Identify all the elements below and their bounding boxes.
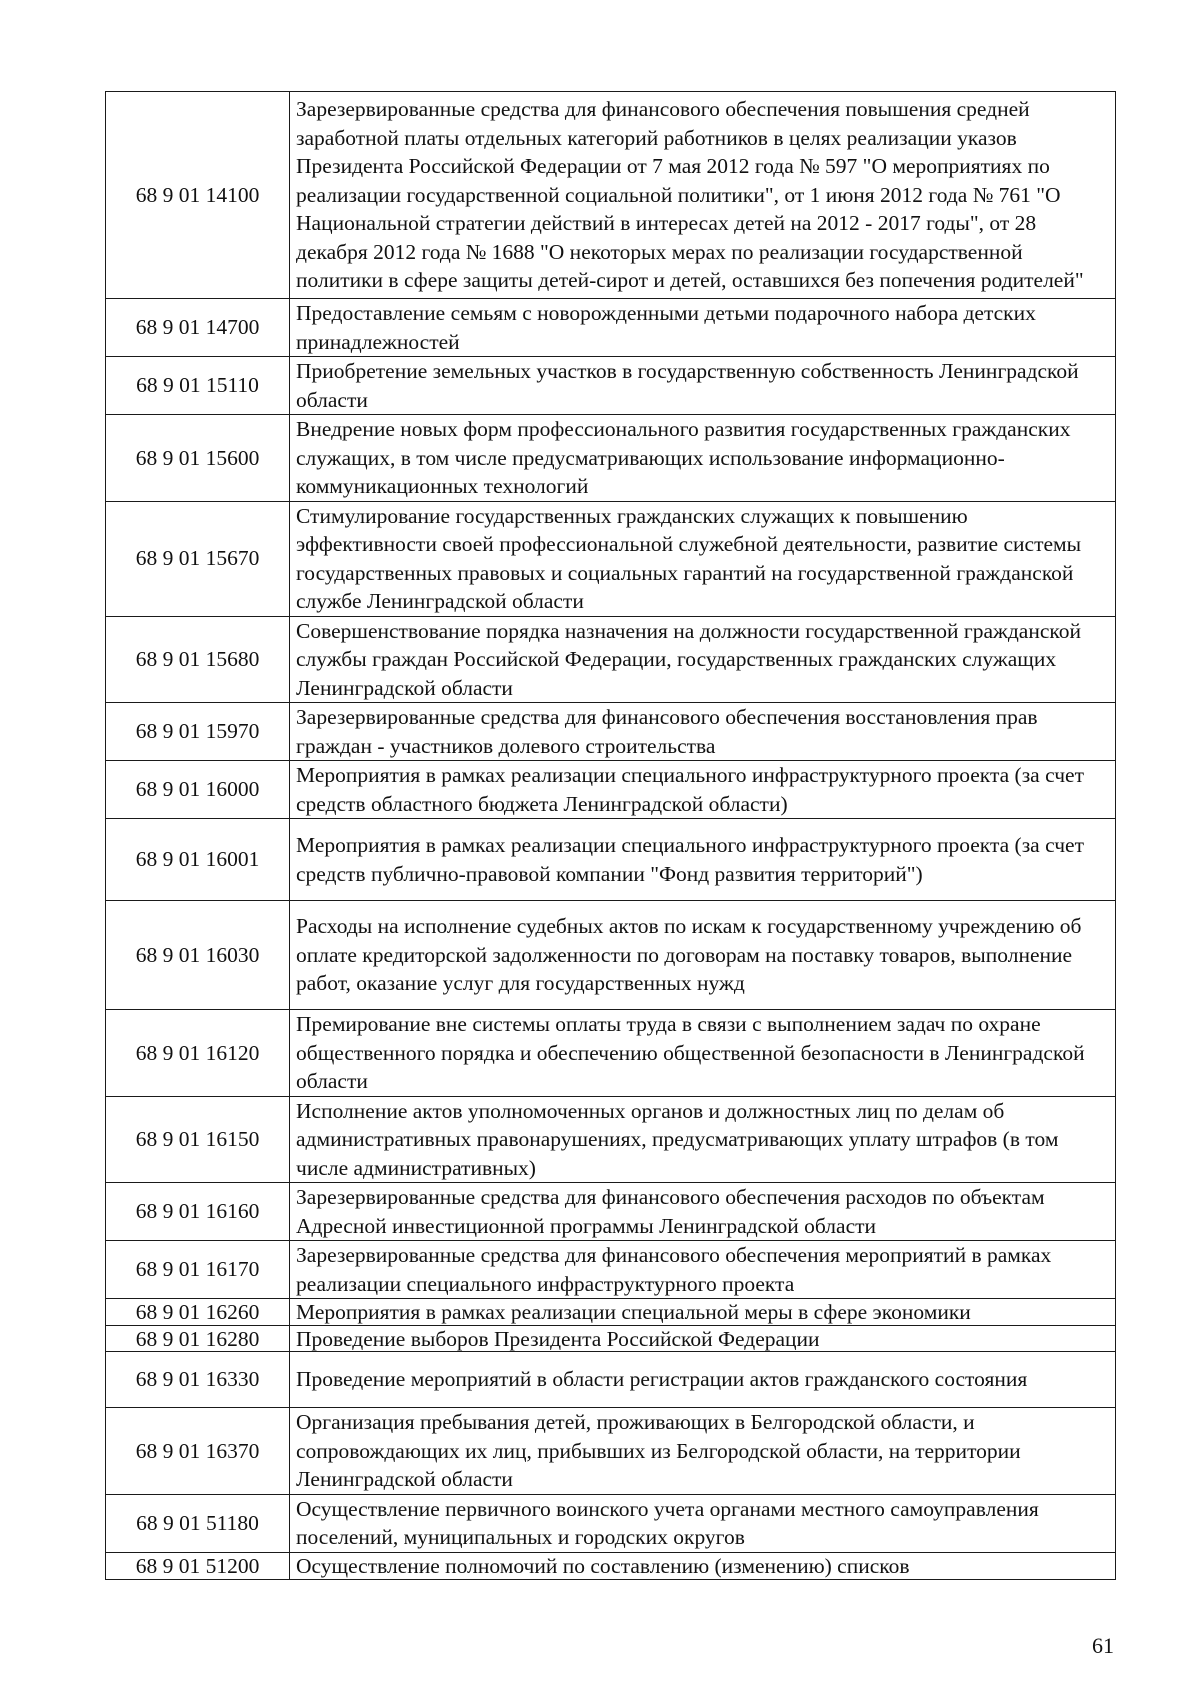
description-cell: Стимулирование государственных гражданских служащих к повышению эффективности своей профессиональной служебной деятельности, развитие системы государственных правовых и социальных гарантий на государственной гражданской службе Ленинградской области: [290, 501, 1116, 616]
code-cell: 68 9 01 14700: [106, 299, 290, 357]
code-cell: 68 9 01 51180: [106, 1494, 290, 1552]
table-row: [106, 501, 1116, 616]
code-cell: 68 9 01 14100: [106, 92, 290, 299]
table-row: [106, 616, 1116, 703]
budget-codes-table: [105, 91, 1116, 1580]
code-cell: 68 9 01 16170: [106, 1241, 290, 1299]
table-row: [106, 1183, 1116, 1241]
page-number: 61: [1092, 1633, 1114, 1658]
table-row: [106, 1241, 1116, 1299]
description-cell: Проведение выборов Президента Российской Федерации: [290, 1326, 1116, 1352]
description-cell: Совершенствование порядка назначения на должности государственной гражданской службы граждан Российской Федерации, государственных гражданских служащих Ленинградской области: [290, 616, 1116, 703]
description-cell: Мероприятия в рамках реализации специального инфраструктурного проекта (за счет средств публично-правовой компании "Фонд развития территорий"): [290, 819, 1116, 901]
code-cell: 68 9 01 15680: [106, 616, 290, 703]
table-row: [106, 1408, 1116, 1495]
table-row: [106, 299, 1116, 357]
code-cell: 68 9 01 16370: [106, 1408, 290, 1495]
code-cell: 68 9 01 15970: [106, 703, 290, 761]
table-row: [106, 819, 1116, 901]
code-cell: 68 9 01 16001: [106, 819, 290, 901]
code-cell: 68 9 01 15670: [106, 501, 290, 616]
code-cell: 68 9 01 16000: [106, 761, 290, 819]
table-row: [106, 415, 1116, 502]
table-row: [106, 1494, 1116, 1552]
table-row: [106, 92, 1116, 299]
description-cell: Мероприятия в рамках реализации специальной меры в сфере экономики: [290, 1299, 1116, 1326]
code-cell: 68 9 01 16150: [106, 1096, 290, 1183]
code-cell: 68 9 01 16120: [106, 1010, 290, 1097]
table-row: [106, 761, 1116, 819]
code-cell: 68 9 01 15110: [106, 357, 290, 415]
table-row: [106, 1352, 1116, 1408]
description-cell: Осуществление первичного воинского учета органами местного самоуправления поселений, муниципальных и городских округов: [290, 1494, 1116, 1552]
description-cell: Зарезервированные средства для финансового обеспечения расходов по объектам Адресной инвестиционной программы Ленинградской области: [290, 1183, 1116, 1241]
description-cell: Приобретение земельных участков в государственную собственность Ленинградской области: [290, 357, 1116, 415]
table-row: [106, 1552, 1116, 1579]
description-cell: Мероприятия в рамках реализации специального инфраструктурного проекта (за счет средств областного бюджета Ленинградской области): [290, 761, 1116, 819]
description-cell: Предоставление семьям с новорожденными детьми подарочного набора детских принадлежностей: [290, 299, 1116, 357]
code-cell: 68 9 01 15600: [106, 415, 290, 502]
code-cell: 68 9 01 16030: [106, 901, 290, 1010]
code-cell: 68 9 01 16260: [106, 1299, 290, 1326]
description-cell: Организация пребывания детей, проживающих в Белгородской области, и сопровождающих их лиц, прибывших из Белгородской области, на территории Ленинградской области: [290, 1408, 1116, 1495]
table-row: [106, 1326, 1116, 1352]
description-cell: Проведение мероприятий в области регистрации актов гражданского состояния: [290, 1352, 1116, 1408]
code-cell: 68 9 01 51200: [106, 1552, 290, 1579]
code-cell: 68 9 01 16160: [106, 1183, 290, 1241]
table-row: [106, 703, 1116, 761]
table-row: [106, 1096, 1116, 1183]
description-cell: Премирование вне системы оплаты труда в связи с выполнением задач по охране общественного порядка и обеспечению общественной безопасности в Ленинградской области: [290, 1010, 1116, 1097]
table-row: [106, 1299, 1116, 1326]
description-cell: Зарезервированные средства для финансового обеспечения мероприятий в рамках реализации специального инфраструктурного проекта: [290, 1241, 1116, 1299]
description-cell: Зарезервированные средства для финансового обеспечения повышения средней заработной платы отдельных категорий работников в целях реализации указов Президента Российской Федерации от 7 мая 2012 года № 597 "О мероприятиях по реализации государственной социальной политики", от 1 июня 2012 года № 761 "О Национальной стратегии действий в интересах детей на 2012 - 2017 годы", от 28 декабря 2012 года № 1688 "О некоторых мерах по реализации государственной политики в сфере защиты детей-сирот и детей, оставшихся без попечения родителей": [290, 92, 1116, 299]
code-cell: 68 9 01 16330: [106, 1352, 290, 1408]
description-cell: Осуществление полномочий по составлению (изменению) списков: [290, 1552, 1116, 1579]
code-cell: 68 9 01 16280: [106, 1326, 290, 1352]
description-cell: Исполнение актов уполномоченных органов и должностных лиц по делам об административных правонарушениях, предусматривающих уплату штрафов (в том числе административных): [290, 1096, 1116, 1183]
table-row: [106, 1010, 1116, 1097]
table-row: [106, 357, 1116, 415]
table-row: [106, 901, 1116, 1010]
description-cell: Зарезервированные средства для финансового обеспечения восстановления прав граждан - участников долевого строительства: [290, 703, 1116, 761]
description-cell: Расходы на исполнение судебных актов по искам к государственному учреждению об оплате кредиторской задолженности по договорам на поставку товаров, выполнение работ, оказание услуг для государственных нужд: [290, 901, 1116, 1010]
description-cell: Внедрение новых форм профессионального развития государственных гражданских служащих, в том числе предусматривающих использование информационно-коммуникационных технологий: [290, 415, 1116, 502]
